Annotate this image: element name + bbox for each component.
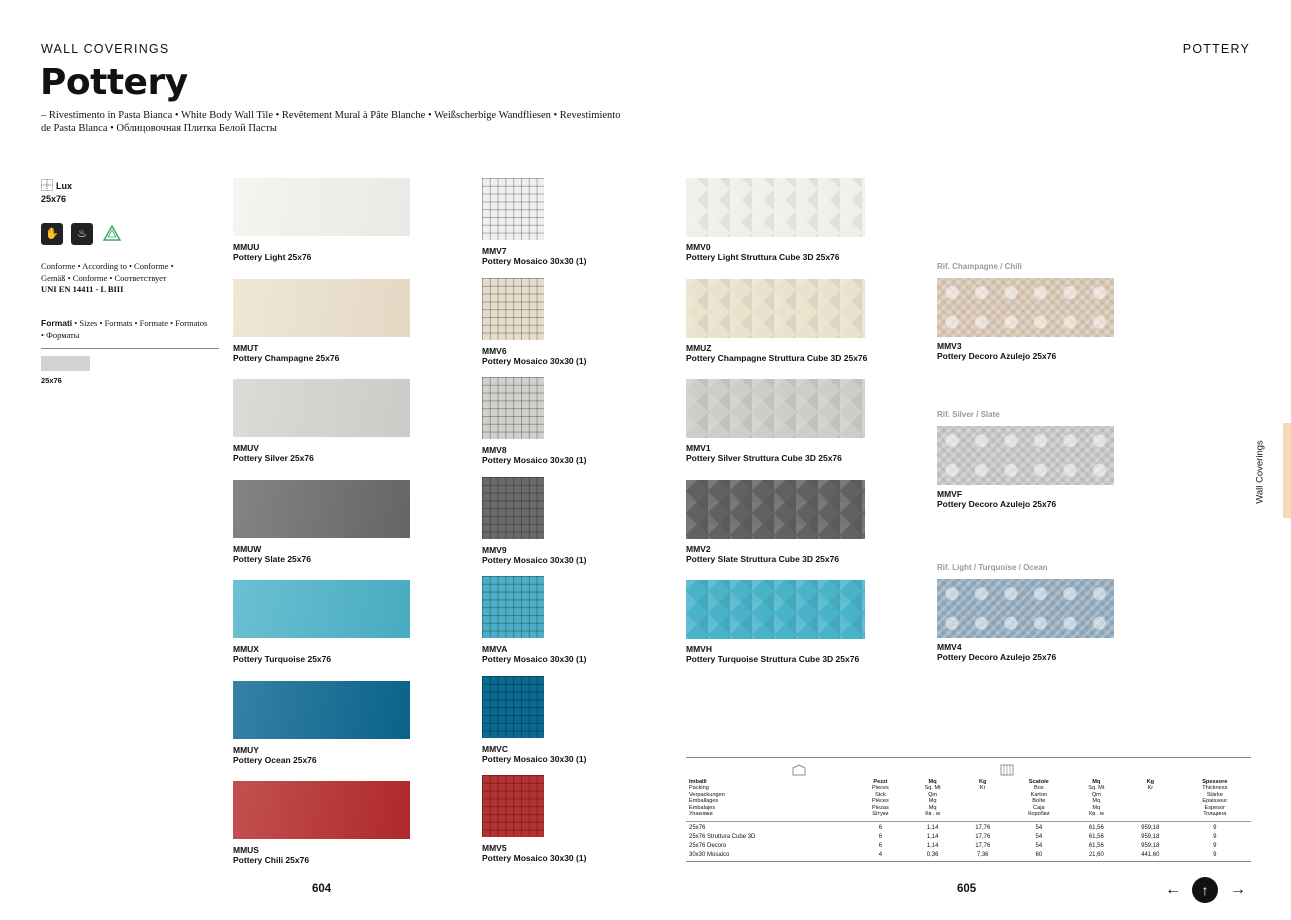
table-row <box>686 822 1251 831</box>
packing-header-cell <box>1122 779 1179 822</box>
table-cell: 7,36 <box>976 851 989 858</box>
table-cell: 6 <box>878 824 883 831</box>
packing-table <box>686 779 1251 858</box>
tile-code: MMVA <box>482 644 508 654</box>
packing-header-line: Stck <box>874 791 886 798</box>
page-title: Pottery <box>40 62 188 103</box>
hand-stain-icon: ✋ <box>41 223 63 245</box>
packing-header-line: Piezas <box>872 804 889 811</box>
tile-code: MMV8 <box>482 445 507 455</box>
tile-name: Pottery Turquoise Struttura Cube 3D 25x76 <box>686 654 860 664</box>
mosaic-image[interactable] <box>482 377 544 439</box>
table-cell: 1,14 <box>926 824 939 831</box>
finish-label: Lux <box>56 181 73 191</box>
tile-name: Pottery Mosaico 30x30 (1) <box>482 455 587 465</box>
packing-header-line: Упаковки <box>689 811 713 818</box>
tile-name: Pottery Mosaico 30x30 (1) <box>482 853 587 863</box>
table-cell: 17,76 <box>975 824 991 831</box>
packing-header-line: Кв . м <box>925 811 940 818</box>
next-page-button[interactable]: → <box>1230 881 1246 898</box>
tile-code: MMUW <box>233 543 262 554</box>
page-subtitle: – Rivestimento in Pasta Bianca • White Body Wall Tile • Revêtement Mural à Pâte Blanche • Weißscherbige Wandfliesen • Revestimiento de Pasta Blanca • Облицовочная Плитка Белой Пасты <box>41 110 621 134</box>
tile-code: MMUZ <box>686 342 712 353</box>
format-swatch <box>41 356 90 371</box>
section-label: WALL COVERINGS <box>41 42 170 56</box>
page-number-right: 605 <box>957 883 977 895</box>
fire-icon: ♨ <box>71 223 93 245</box>
tile-name: Pottery Champagne Struttura Cube 3D 25x76 <box>686 352 868 363</box>
tile-code: MMV7 <box>482 246 507 256</box>
tile-name: Pottery Ocean 25x76 <box>233 754 317 765</box>
tile-name: Pottery Chili 25x76 <box>233 855 310 865</box>
tile-image[interactable] <box>233 178 410 236</box>
tile-code: MMV3 <box>937 341 962 351</box>
divider <box>41 348 219 349</box>
table-top-rule <box>686 757 1251 758</box>
table-cell: 9 <box>1213 842 1217 849</box>
tile-code: MMUV <box>233 443 259 453</box>
tile-code: MMV9 <box>482 544 507 555</box>
table-cell: 54 <box>1035 824 1043 831</box>
packing-header-line: Mq <box>1092 798 1101 805</box>
packing-header-line: Sq. Mt <box>1088 785 1105 792</box>
table-cell: 959,18 <box>1141 833 1160 840</box>
table-cell: 9 <box>1213 824 1217 831</box>
scroll-top-button[interactable]: ↑ <box>1192 877 1218 903</box>
mosaic-image[interactable] <box>482 178 544 240</box>
tile-code: MMV5 <box>482 843 507 853</box>
packing-header-cell <box>686 779 854 822</box>
tile-image[interactable] <box>233 379 410 437</box>
packing-header-line: Spessore <box>1202 779 1228 785</box>
tile-code: MMUS <box>233 845 259 855</box>
table-cell: 1,14 <box>926 842 939 849</box>
tile-name: Pottery Silver Struttura Cube 3D 25x76 <box>686 453 842 463</box>
packing-header-line: Коробки <box>1028 811 1050 818</box>
table-cell: 30x30 Mosaico <box>689 851 730 858</box>
packing-header-line: Kr <box>1147 785 1154 792</box>
packing-header-line: Штуки <box>872 811 889 818</box>
tile-code: MMV2 <box>686 543 711 554</box>
tile-name: Pottery Slate Struttura Cube 3D 25x76 <box>686 553 840 564</box>
packing-header-line: Mq <box>928 804 937 811</box>
table-row <box>686 831 1251 840</box>
side-tab-label: Wall Coverings <box>1254 440 1266 504</box>
box-icon <box>1000 763 1014 775</box>
table-cell: 21,60 <box>1088 851 1104 858</box>
packing-header-cell <box>1179 779 1251 822</box>
packing-header-line: Толщина <box>1203 811 1227 818</box>
packing-header-line: Pezzi <box>873 779 888 785</box>
packing-header-line: Kg <box>978 779 987 785</box>
finish-size: 25x76 <box>41 194 67 204</box>
packing-header-line: Pièces <box>872 798 889 805</box>
tile-code: MMUX <box>233 644 259 654</box>
cube-tile-image[interactable] <box>686 279 865 338</box>
mosaic-image[interactable] <box>482 278 544 340</box>
table-cell: 54 <box>1035 833 1043 840</box>
tile-name: Pottery Champagne 25x76 <box>233 352 340 363</box>
tile-name: Pottery Light 25x76 <box>233 252 312 262</box>
packing-header-line: Scatole <box>1028 779 1049 785</box>
conformity-text: Conforme • According to • Conforme • Gemäß • Conforme • Соответствует <box>41 261 174 283</box>
packing-header-line: Boîte <box>1032 798 1046 805</box>
table-cell: 1,14 <box>926 833 939 840</box>
packing-header-line: Stärke <box>1206 791 1223 798</box>
formats-translations: • Sizes • Formats • Formate • Formatos • Форматы <box>41 318 208 340</box>
packing-header-line: Karton <box>1030 791 1048 798</box>
prev-page-button[interactable]: ← <box>1165 881 1181 898</box>
tile-name: Pottery Decoro Azulejo 25x76 <box>937 351 1057 361</box>
table-row <box>686 849 1251 858</box>
tile-code: MMVH <box>686 644 712 654</box>
cube-tile-image[interactable] <box>686 178 865 237</box>
table-cell: 9 <box>1213 851 1217 858</box>
table-cell: 441,60 <box>1141 851 1160 858</box>
side-tab[interactable] <box>1283 423 1291 518</box>
packing-header-line: Кв . м <box>1088 811 1104 818</box>
tile-name: Pottery Mosaico 30x30 (1) <box>482 554 587 565</box>
cube-tile-image[interactable] <box>686 480 865 539</box>
packing-header-line: Mq <box>1092 804 1101 811</box>
packing-header-line: Sq. Mt <box>924 785 941 792</box>
tile-image[interactable] <box>233 681 410 739</box>
cube-tile-image[interactable] <box>686 580 865 639</box>
cube-tile-image[interactable] <box>686 379 865 438</box>
packing-header-line: Box <box>1034 785 1044 792</box>
table-cell: 61,56 <box>1088 842 1104 849</box>
packing-header-line: Kr <box>979 785 986 792</box>
table-row <box>686 840 1251 849</box>
table-cell: 61,56 <box>1088 824 1104 831</box>
packing-header-line: Embalajes <box>689 804 716 811</box>
finish-icon <box>41 178 53 190</box>
packing-header-line: Pieces <box>872 785 889 792</box>
tile-name: Pottery Decoro Azulejo 25x76 <box>937 499 1057 509</box>
packing-header-line: Emballages <box>689 798 719 805</box>
table-cell: 25x76 Struttura Cube 3D <box>689 833 756 840</box>
decor-tile-image[interactable] <box>937 278 1114 337</box>
packing-header-line: Qm <box>928 791 938 798</box>
tile-code: MMUT <box>233 342 259 353</box>
decor-reference: Rif. Champagne / Chili <box>937 262 1022 271</box>
table-cell: 6 <box>878 833 883 840</box>
packing-header-line: Imballi <box>689 779 707 785</box>
packing-header-cell <box>907 779 958 822</box>
tile-code: MMUU <box>233 242 260 252</box>
tile-code: MMV0 <box>686 242 711 252</box>
tile-image[interactable] <box>233 279 410 337</box>
packing-header-row <box>686 779 1251 822</box>
tile-name: Pottery Mosaico 30x30 (1) <box>482 355 587 366</box>
table-cell: 959,18 <box>1141 824 1160 831</box>
packing-body <box>686 822 1251 858</box>
tile-code: MMV1 <box>686 443 711 453</box>
table-cell: 61,56 <box>1088 833 1104 840</box>
tile-image[interactable] <box>233 580 410 638</box>
packing-header-cell <box>1007 779 1071 822</box>
tile-code: MMUY <box>233 744 259 755</box>
packing-header-cell <box>854 779 907 822</box>
decor-tile-image[interactable] <box>937 426 1114 485</box>
collection-label: POTTERY <box>1182 42 1250 56</box>
packing-header-line: Packing <box>689 785 709 792</box>
tile-code: MMVC <box>482 743 508 754</box>
tile-name: Pottery Slate 25x76 <box>233 553 311 564</box>
decor-tile-image[interactable] <box>937 579 1114 638</box>
tile-name: Pottery Turquoise 25x76 <box>233 654 332 664</box>
packing-header-line: Kg <box>1146 779 1155 785</box>
packing-header-line: Qm <box>1091 791 1101 798</box>
table-cell: 17,76 <box>975 833 991 840</box>
table-cell: 0,36 <box>926 851 939 858</box>
tile-image[interactable] <box>233 480 410 538</box>
packing-header-line: Mq <box>928 798 937 805</box>
decor-reference: Rif. Silver / Slate <box>937 410 1000 419</box>
table-cell: 6 <box>878 842 883 849</box>
tile-name: Pottery Silver 25x76 <box>233 453 314 463</box>
packing-header-cell <box>958 779 1007 822</box>
table-cell: 9 <box>1213 833 1217 840</box>
table-cell: 60 <box>1035 851 1043 858</box>
packing-header-line: Mq <box>928 779 937 785</box>
format-size: 25x76 <box>41 376 62 385</box>
piece-icon <box>792 763 806 775</box>
table-cell: 54 <box>1035 842 1043 849</box>
table-cell: 25x76 <box>689 824 706 831</box>
tile-code: MMV6 <box>482 345 507 356</box>
formats-label: Formati <box>41 318 73 328</box>
packing-header-line: Epaisseur <box>1202 798 1228 805</box>
table-cell: 4 <box>878 851 883 858</box>
packing-header-line: Verpackungen <box>689 791 725 798</box>
tile-name: Pottery Mosaico 30x30 (1) <box>482 654 587 664</box>
mosaic-image[interactable] <box>482 576 544 638</box>
formats-heading <box>41 318 211 341</box>
packing-header-line: Caja <box>1033 804 1045 811</box>
packing-header-cell <box>1071 779 1122 822</box>
table-bottom-rule <box>686 861 1251 862</box>
tile-name: Pottery Mosaico 30x30 (1) <box>482 753 587 764</box>
tile-name: Pottery Decoro Azulejo 25x76 <box>937 652 1057 662</box>
tile-name: Pottery Mosaico 30x30 (1) <box>482 256 587 266</box>
mosaic-image[interactable] <box>482 477 544 539</box>
table-cell: 17,76 <box>975 842 991 849</box>
tile-code: MMV4 <box>937 642 962 652</box>
tile-code: MMVF <box>937 489 963 499</box>
tile-name: Pottery Light Struttura Cube 3D 25x76 <box>686 252 840 262</box>
table-cell: 959,18 <box>1141 842 1160 849</box>
decor-reference: Rif. Light / Turquoise / Ocean <box>937 563 1048 572</box>
mosaic-image[interactable] <box>482 676 544 738</box>
mosaic-image[interactable] <box>482 775 544 837</box>
recycle-icon <box>101 223 123 245</box>
norm-code: UNI EN 14411 - L BIII <box>41 284 124 294</box>
tile-image[interactable] <box>233 781 410 839</box>
packing-header-line: Mq <box>1092 779 1101 785</box>
packing-header-line: Espesor <box>1204 804 1226 811</box>
table-cell: 25x76 Decoro <box>689 842 727 849</box>
page-number-left: 604 <box>312 883 332 895</box>
packing-header-line: Thickness <box>1202 785 1228 792</box>
